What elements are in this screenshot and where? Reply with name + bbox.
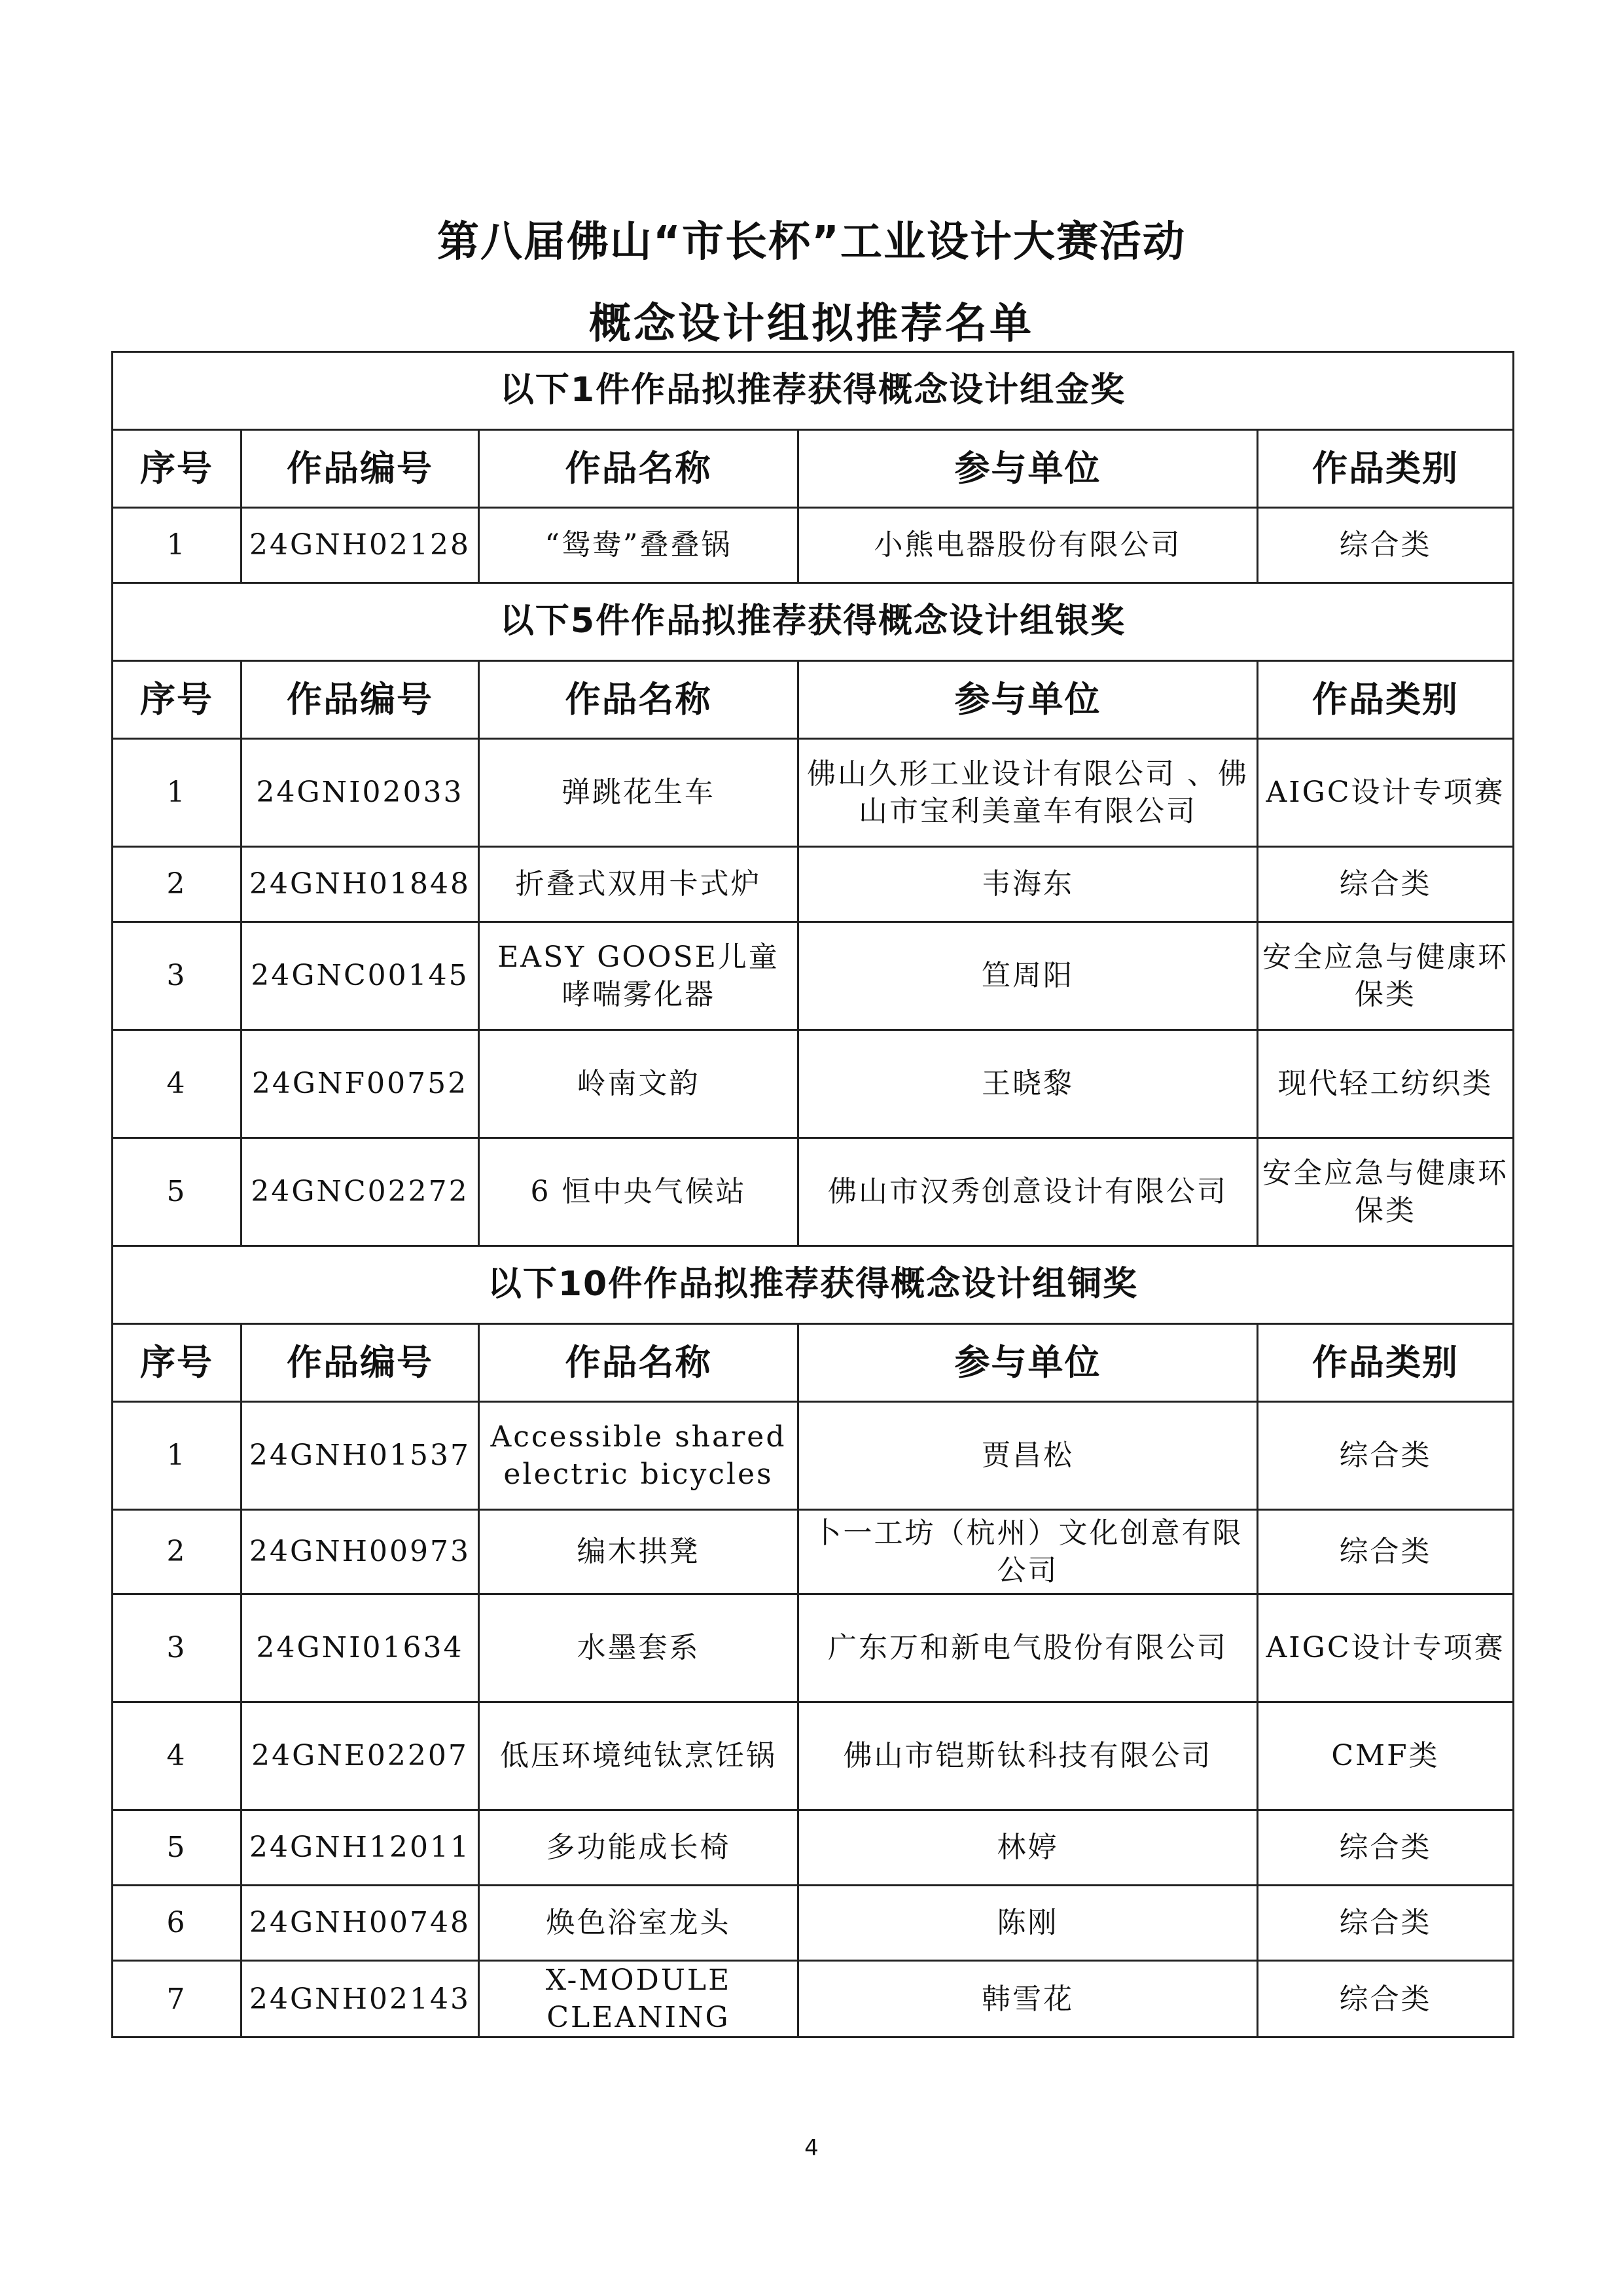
cell-name: EASY GOOSE儿童哮喘雾化器	[479, 922, 798, 1030]
cell-unit: 陈刚	[798, 1886, 1258, 1961]
table-row	[113, 1510, 1514, 1594]
cell-seq: 1	[113, 1402, 241, 1510]
cell-name: 多功能成长椅	[479, 1810, 798, 1886]
cell-unit: 佛山市汉秀创意设计有限公司	[798, 1138, 1258, 1246]
table-row	[113, 1594, 1514, 1702]
section-heading-silver: 以下5件作品拟推荐获得概念设计组银奖	[113, 583, 1514, 661]
cell-unit: 佛山市铠斯钛科技有限公司	[798, 1702, 1258, 1810]
cell-code: 24GNC00145	[241, 922, 479, 1030]
cell-code: 24GNH00973	[241, 1510, 479, 1594]
header-seq: 序号	[113, 430, 241, 508]
cell-category: 综合类	[1258, 508, 1514, 583]
cell-code: 24GNH02143	[241, 1961, 479, 2037]
header-unit: 参与单位	[798, 1324, 1258, 1402]
cell-category: AIGC设计专项赛	[1258, 739, 1514, 847]
cell-category: 综合类	[1258, 1510, 1514, 1594]
table-row	[113, 1702, 1514, 1810]
recommendation-table	[111, 351, 1514, 2038]
table-row	[113, 1030, 1514, 1138]
cell-code: 24GNI02033	[241, 739, 479, 847]
cell-name: 折叠式双用卡式炉	[479, 847, 798, 922]
cell-name: 焕色浴室龙头	[479, 1886, 798, 1961]
section-heading-row	[113, 352, 1514, 430]
cell-category: 综合类	[1258, 1402, 1514, 1510]
cell-unit: 贾昌松	[798, 1402, 1258, 1510]
cell-name: 弹跳花生车	[479, 739, 798, 847]
cell-seq: 7	[113, 1961, 241, 2037]
cell-seq: 3	[113, 922, 241, 1030]
cell-name: 岭南文韵	[479, 1030, 798, 1138]
cell-category: 综合类	[1258, 847, 1514, 922]
section-heading-gold: 以下1件作品拟推荐获得概念设计组金奖	[113, 352, 1514, 430]
table-row	[113, 739, 1514, 847]
header-name: 作品名称	[479, 430, 798, 508]
header-unit: 参与单位	[798, 430, 1258, 508]
cell-seq: 4	[113, 1030, 241, 1138]
cell-category: 安全应急与健康环保类	[1258, 1138, 1514, 1246]
cell-name: 6 恒中央气候站	[479, 1138, 798, 1246]
cell-unit: 笪周阳	[798, 922, 1258, 1030]
cell-seq: 1	[113, 739, 241, 847]
section-heading-bronze: 以下10件作品拟推荐获得概念设计组铜奖	[113, 1246, 1514, 1324]
header-row	[113, 1324, 1514, 1402]
header-row	[113, 430, 1514, 508]
header-seq: 序号	[113, 1324, 241, 1402]
header-code: 作品编号	[241, 430, 479, 508]
cell-name: X-MODULE CLEANING	[479, 1961, 798, 2037]
cell-seq: 5	[113, 1810, 241, 1886]
cell-seq: 1	[113, 508, 241, 583]
cell-seq: 4	[113, 1702, 241, 1810]
cell-code: 24GNH01537	[241, 1402, 479, 1510]
cell-code: 24GNC02272	[241, 1138, 479, 1246]
cell-category: AIGC设计专项赛	[1258, 1594, 1514, 1702]
cell-name: 水墨套系	[479, 1594, 798, 1702]
table-row	[113, 847, 1514, 922]
cell-code: 24GNH12011	[241, 1810, 479, 1886]
cell-unit: 王晓黎	[798, 1030, 1258, 1138]
header-unit: 参与单位	[798, 661, 1258, 739]
cell-code: 24GNE02207	[241, 1702, 479, 1810]
cell-category: 综合类	[1258, 1886, 1514, 1961]
cell-category: 安全应急与健康环保类	[1258, 922, 1514, 1030]
header-code: 作品编号	[241, 661, 479, 739]
cell-seq: 2	[113, 847, 241, 922]
header-category: 作品类别	[1258, 661, 1514, 739]
table-row	[113, 1886, 1514, 1961]
document-subtitle: 概念设计组拟推荐名单	[589, 300, 1034, 348]
cell-name: 编木拱凳	[479, 1510, 798, 1594]
cell-unit: 广东万和新电气股份有限公司	[798, 1594, 1258, 1702]
header-name: 作品名称	[479, 661, 798, 739]
header-code: 作品编号	[241, 1324, 479, 1402]
table-row	[113, 922, 1514, 1030]
cell-name: “鸳鸯”叠叠锅	[479, 508, 798, 583]
cell-unit: 林婷	[798, 1810, 1258, 1886]
header-seq: 序号	[113, 661, 241, 739]
header-category: 作品类别	[1258, 430, 1514, 508]
cell-seq: 2	[113, 1510, 241, 1594]
table-row	[113, 1402, 1514, 1510]
header-row	[113, 661, 1514, 739]
section-heading-row	[113, 583, 1514, 661]
cell-name: Accessible shared electric bicycles	[479, 1402, 798, 1510]
cell-unit: 小熊电器股份有限公司	[798, 508, 1258, 583]
cell-code: 24GNH00748	[241, 1886, 479, 1961]
cell-category: 综合类	[1258, 1810, 1514, 1886]
cell-category: 现代轻工纺织类	[1258, 1030, 1514, 1138]
cell-code: 24GNF00752	[241, 1030, 479, 1138]
cell-seq: 6	[113, 1886, 241, 1961]
cell-unit: 佛山久形工业设计有限公司 、佛山市宝利美童车有限公司	[798, 739, 1258, 847]
cell-name: 低压环境纯钛烹饪锅	[479, 1702, 798, 1810]
header-category: 作品类别	[1258, 1324, 1514, 1402]
cell-category: CMF类	[1258, 1702, 1514, 1810]
section-heading-row	[113, 1246, 1514, 1324]
table-row	[113, 1138, 1514, 1246]
cell-code: 24GNI01634	[241, 1594, 479, 1702]
cell-unit: 卜一工坊（杭州）文化创意有限公司	[798, 1510, 1258, 1594]
cell-unit: 韩雪花	[798, 1961, 1258, 2037]
table-row	[113, 508, 1514, 583]
table-row	[113, 1810, 1514, 1886]
cell-seq: 3	[113, 1594, 241, 1702]
cell-category: 综合类	[1258, 1961, 1514, 2037]
document-title: 第八届佛山“市长杯”工业设计大赛活动	[437, 218, 1186, 266]
cell-code: 24GNH02128	[241, 508, 479, 583]
cell-unit: 韦海东	[798, 847, 1258, 922]
table-row	[113, 1961, 1514, 2037]
cell-seq: 5	[113, 1138, 241, 1246]
cell-code: 24GNH01848	[241, 847, 479, 922]
header-name: 作品名称	[479, 1324, 798, 1402]
page-number: 4	[804, 2135, 819, 2161]
